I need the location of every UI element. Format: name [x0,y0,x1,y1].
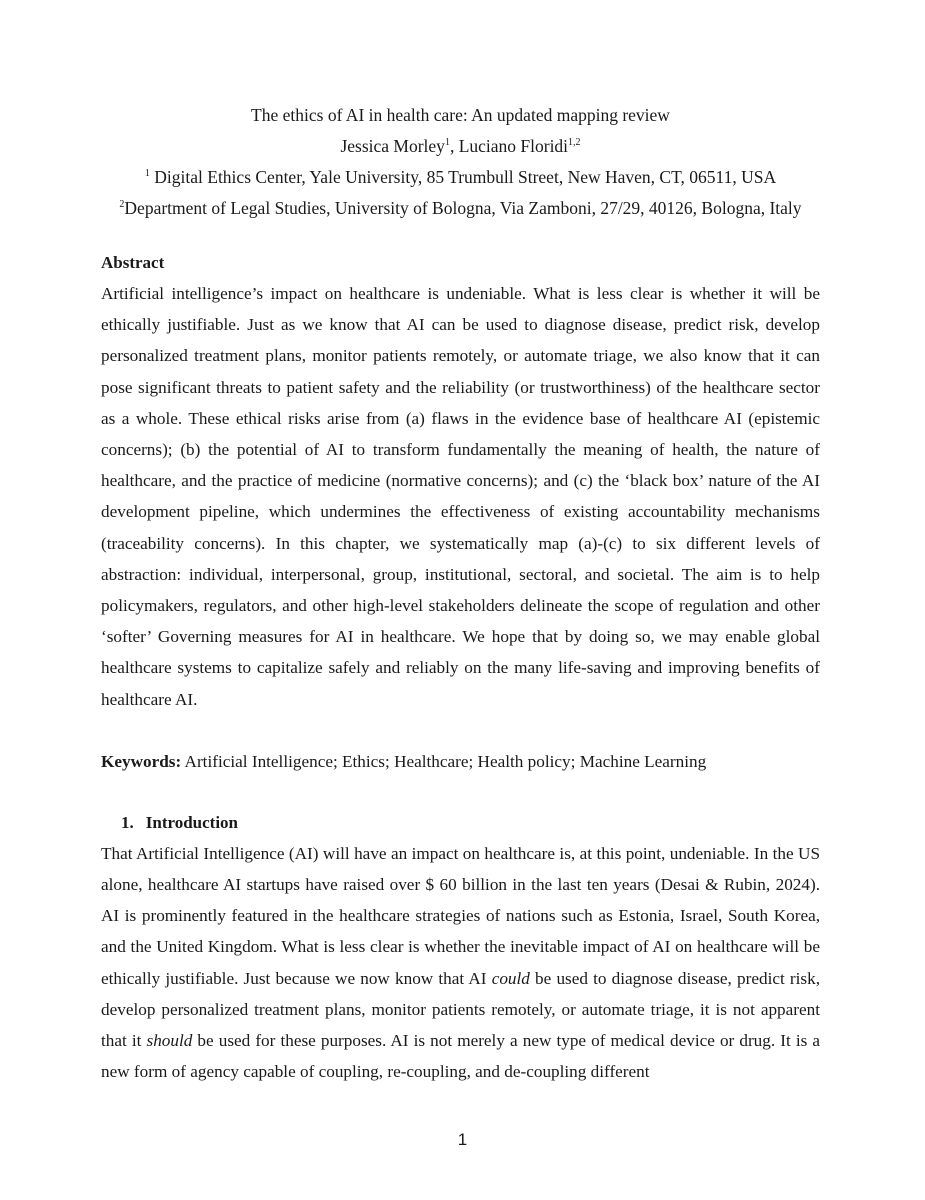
keywords-text: Artificial Intelligence; Ethics; Healthcare; Health policy; Machine Learning [181,751,707,771]
abstract-text: Artificial intelligence’s impact on healthcare is undeniable. What is less clear is whether it will be ethically justifiable. Just as we know that AI can be used to diagnose disease, predict risk, develop personalized treatment plans, monitor patients remotely, or automate triage, we also know that it can pose significant threats to patient safety and the reliability (or trustworthiness) of the healthcare sector as a whole. These ethical risks arise from (a) flaws in the evidence base of healthcare AI (epistemic concerns); (b) the potential of AI to transform fundamentally the meaning of health, the nature of healthcare, and the practice of medicine (normative concerns); and (c) the ‘black box’ nature of the AI development pipeline, which undermines the effectiveness of existing accountability mechanisms (traceability concerns). In this chapter, we systematically map (a)-(c) to six different levels of abstraction: individual, interpersonal, group, institutional, sectoral, and societal. The aim is to help policymakers, regulators, and other high-level stakeholders delineate the scope of regulation and other ‘softer’ Governing measures for AI in healthcare. We hope that by doing so, we may enable global healthcare systems to capitalize safely and reliably on the many life-saving and improving benefits of healthcare AI. [101,284,820,709]
affiliation-mark: 2 [119,199,125,211]
affiliation-text: Digital Ethics Center, Yale University, 85 Trumbull Street, New Haven, CT, 06511, USA [149,167,777,187]
paper-title: The ethics of AI in health care: An updated mapping review [251,105,670,125]
author-separator: , [449,136,459,156]
abstract-heading: Abstract [101,253,165,272]
intro-text-part: be used for these purposes. AI is not merely a new type of medical device or drug. It is a new form of agency capable of coupling, re-coupling, and de-coupling different [101,1031,820,1082]
page-number: 1 [457,1130,468,1149]
affiliation-text: Department of Legal Studies, University of Bologna, Via Zamboni, 27/29, 40126, Bologna, Italy [124,198,802,218]
author-affiliation-mark: 1,2 [568,137,581,149]
intro-text-part: That Artificial Intelligence (AI) will have an impact on healthcare is, at this point, undeniable. In the US alone, healthcare AI startups have raised over $ 60 billion in the last ten years (Desai & Rubin, 2024). AI is prominently featured in the healthcare strategies of nations such as Estonia, Israel, South Korea, and the United Kingdom. What is less clear is whether the inevitable impact of AI on healthcare will be ethically justifiable. Just because we now know that AI [101,843,820,988]
affiliation-mark: 1 [144,168,150,180]
paper-page [101,100,820,1087]
intro-text-part: be used to diagnose disease, predict risk, develop personalized treatment plans, monitor patients remotely, or automate triage, it is not apparent that it [101,968,820,1051]
keywords-line [101,746,820,777]
author-affiliation-mark: 1 [444,137,450,149]
title-block [81,100,840,224]
introduction-heading [101,807,820,838]
author-name: Jessica Morley [340,136,445,156]
affiliation-line [81,193,840,224]
affiliation-line [81,162,840,193]
section-number: 1. [121,812,134,832]
section-title: Introduction [145,812,239,832]
introduction-text [101,838,820,1088]
author-line [81,131,840,162]
emphasis-text: could [491,968,530,988]
keywords-label: Keywords: [101,751,182,771]
emphasis-text: should [146,1031,193,1051]
author-name: Luciano Floridi [458,136,569,156]
